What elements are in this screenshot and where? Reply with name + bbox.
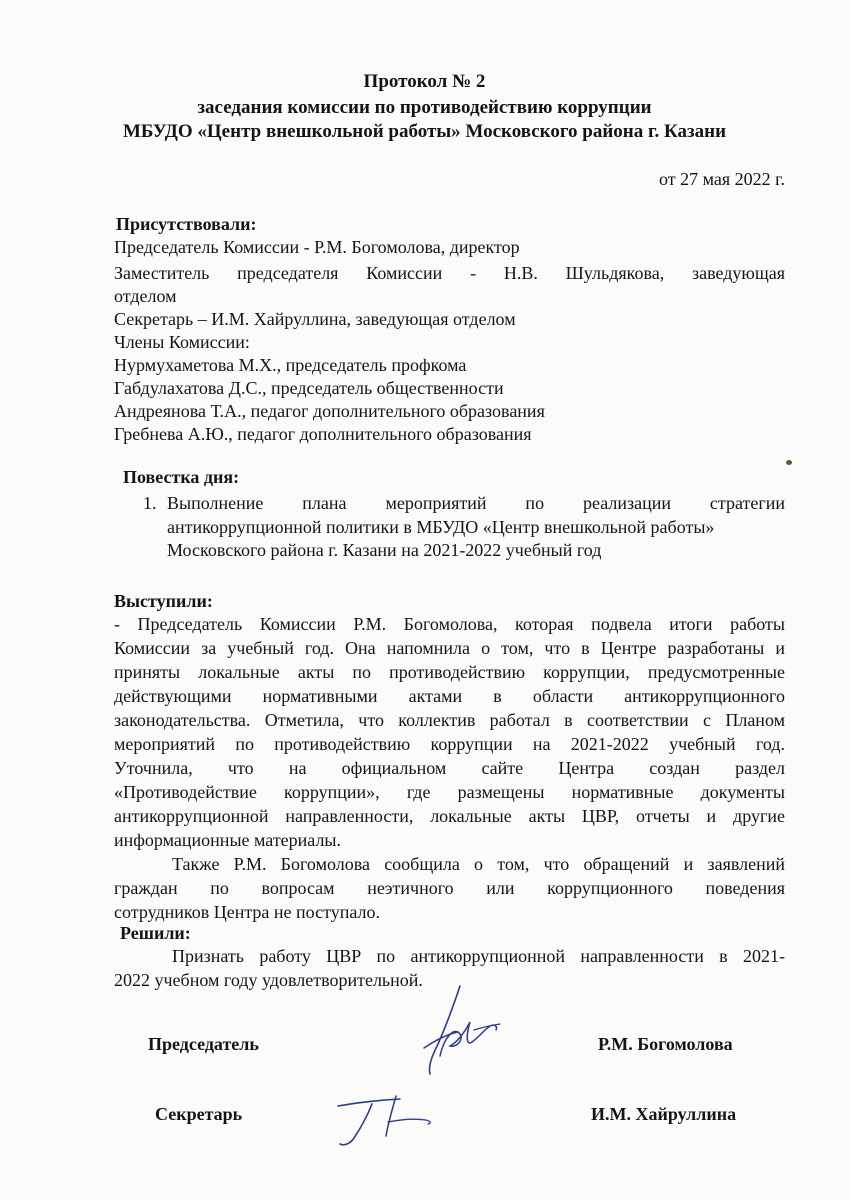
speech-line: мероприятий по противодействию коррупции на 2021-2022 учебный год. <box>114 734 785 754</box>
chair-signature-name: Р.М. Богомолова <box>598 1034 733 1054</box>
chair-signature-label: Председатель <box>148 1034 259 1054</box>
decision-line: Признать работу ЦВР по антикоррупционной направленности в 2021- <box>172 946 785 966</box>
attendee-deputy-cont: отделом <box>114 286 177 306</box>
chair-handwritten-signature <box>410 982 510 1082</box>
decision-line: 2022 учебном году удовлетворительной. <box>114 970 423 990</box>
speech-line: приняты локальные акты по противодействию коррупции, предусмотренные <box>114 662 785 682</box>
agenda-item-line: Выполнение плана мероприятий по реализации стратегии <box>167 493 785 513</box>
agenda-heading: Повестка дня: <box>123 467 240 487</box>
attendee-deputy: Заместитель председателя Комиссии - Н.В. Шульдякова, заведующая <box>114 263 785 283</box>
secretary-signature-label: Секретарь <box>155 1104 243 1124</box>
decision-heading: Решили: <box>120 923 191 943</box>
member-item: Нурмухаметова М.Х., председатель профкома <box>114 355 467 375</box>
paper-speck <box>786 460 792 465</box>
agenda-item-line: Московского района г. Казани на 2021-2022 учебный год <box>167 540 602 560</box>
speech-line: действующими нормативными актами в области антикоррупционного <box>114 686 785 706</box>
speeches-heading: Выступили: <box>114 591 213 611</box>
organization-name: МБУДО «Центр внешкольной работы» Московского района г. Казани <box>122 121 727 142</box>
secretary-handwritten-signature <box>330 1090 440 1150</box>
speech-line: «Противодействие коррупции», где размещены нормативные документы <box>114 782 785 802</box>
attendees-heading: Присутствовали: <box>116 214 257 234</box>
speech-line: законодательства. Отметила, что коллектив работал в соответствии с Планом <box>114 710 785 730</box>
member-item: Андреянова Т.А., педагог дополнительного образования <box>114 401 545 421</box>
secretary-signature-name: И.М. Хайруллина <box>591 1104 737 1124</box>
agenda-item-number: 1. <box>143 493 157 513</box>
member-item: Габдулахатова Д.С., председатель общественности <box>114 378 504 398</box>
speech-line: - Председатель Комиссии Р.М. Богомолова, которая подвела итоги работы <box>114 614 785 634</box>
speech-para2-line: граждан по вопросам неэтичного или коррупционного поведения <box>114 878 785 898</box>
attendee-chair: Председатель Комиссии - Р.М. Богомолова, директор <box>114 237 520 257</box>
document-subtitle: заседания комиссии по противодействию коррупции <box>197 97 652 118</box>
document-date: от 27 мая 2022 г. <box>658 169 785 189</box>
speech-line: информационные материалы. <box>114 830 342 850</box>
agenda-item-line: антикоррупционной политики в МБУДО «Центр внешкольной работы» <box>167 517 715 537</box>
speech-line: Комиссии за учебный год. Она напомнила о том, что в Центре разработаны и <box>114 638 785 658</box>
speech-para2-line: Также Р.М. Богомолова сообщила о том, что обращений и заявлений <box>172 854 785 874</box>
document-title: Протокол № 2 <box>363 71 486 92</box>
attendee-secretary: Секретарь – И.М. Хайруллина, заведующая отделом <box>114 309 516 329</box>
speech-line: Уточнила, что на официальном сайте Центра создан раздел <box>114 758 785 778</box>
member-item: Гребнева А.Ю., педагог дополнительного образования <box>114 424 532 444</box>
speech-line: антикоррупционной направленности, локальные акты ЦВР, отчеты и другие <box>114 806 785 826</box>
members-heading: Члены Комиссии: <box>114 332 250 352</box>
speech-para2-line: сотрудников Центра не поступало. <box>114 902 381 922</box>
